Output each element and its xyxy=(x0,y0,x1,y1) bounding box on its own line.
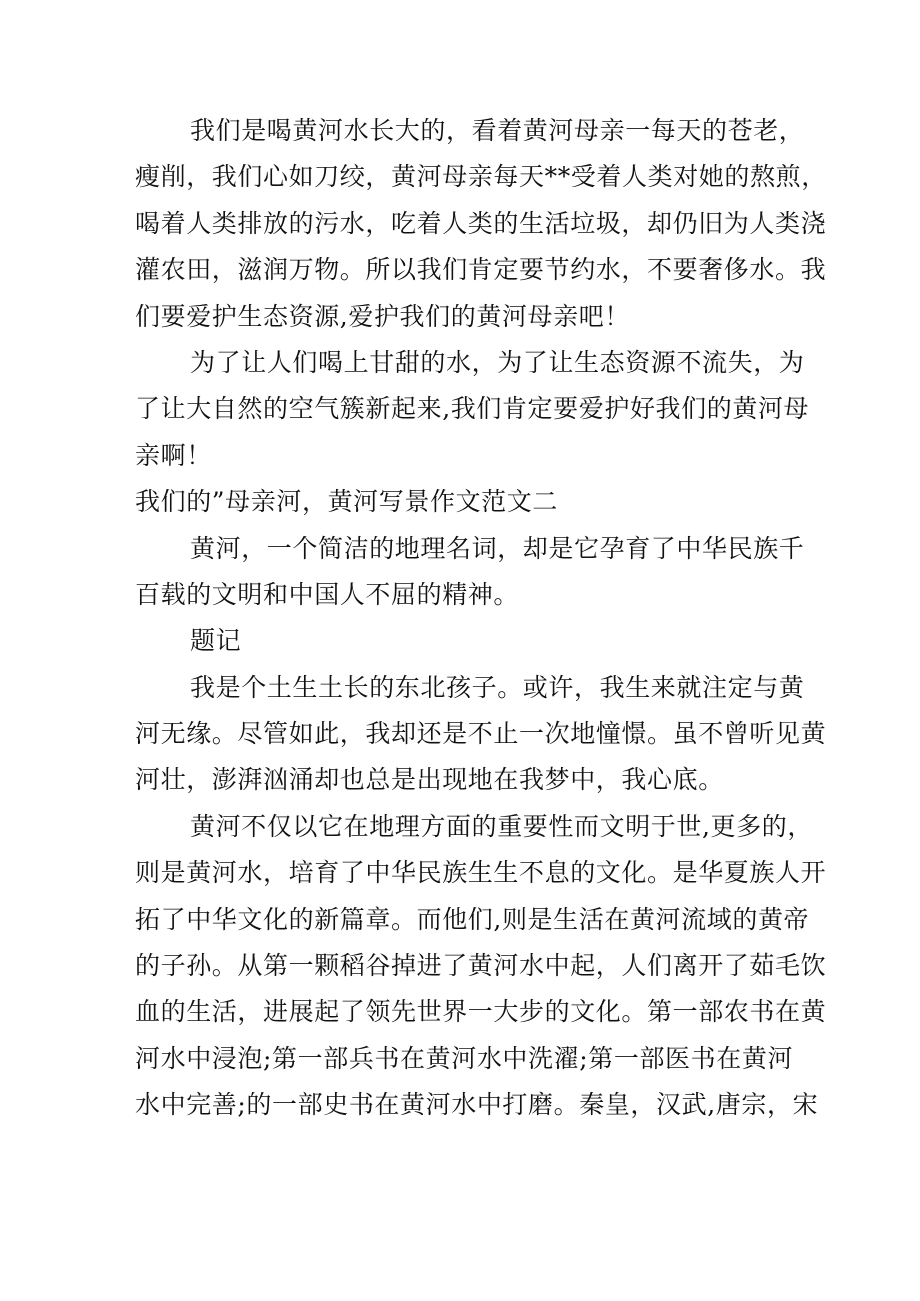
section-heading: 我们的”母亲河，黄河写景作文范文二 xyxy=(135,487,558,517)
paragraph-4-line-1: 我是个土生土长的东北孩子。或许，我生来就注定与黄 xyxy=(190,672,805,702)
paragraph-5-line-5: 血的生活，进展起了领先世界一大步的文化。第一部农书在黄 xyxy=(135,997,827,1027)
paragraph-3-line-2: 百载的文明和中国人不屈的精神。 xyxy=(135,579,520,609)
document-text xyxy=(135,108,827,1129)
paragraph-1-line-3: 喝着人类排放的污水，吃着人类的生活垃圾，却仍旧为人类浇 xyxy=(135,208,827,238)
paragraph-3-line-1: 黄河，一个简洁的地理名词，却是它孕育了中华民族千 xyxy=(190,533,805,563)
paragraph-5-line-7: 水中完善;的一部史书在黄河水中打磨。秦皇，汉武,唐宗，宋 xyxy=(135,1090,819,1120)
paragraph-4-line-3: 河壮，澎湃汹涌却也总是出现地在我梦中，我心底。 xyxy=(135,765,724,795)
paragraph-2-line-2: 了让大自然的空气簇新起来,我们肯定要爱护好我们的黄河母 xyxy=(135,394,810,424)
paragraph-2-line-3: 亲啊！ xyxy=(135,440,212,470)
paragraph-5-line-1: 黄河不仅以它在地理方面的重要性而文明于世,更多的， xyxy=(190,811,813,841)
paragraph-5-line-3: 拓了中华文化的新篇章。而他们,则是生活在黄河流域的黄帝 xyxy=(135,904,810,934)
paragraph-5-line-6: 河水中浸泡;第一部兵书在黄河水中洗濯;第一部医书在黄河 xyxy=(135,1043,794,1073)
paragraph-4-line-2: 河无缘。尽管如此，我却还是不止一次地憧憬。虽不曾听见黄 xyxy=(135,719,827,749)
paragraph-5-line-4: 的子孙。从第一颗稻谷掉进了黄河水中起，人们离开了茹毛饮 xyxy=(135,951,827,981)
paragraph-5-line-2: 则是黄河水，培育了中华民族生生不息的文化。是华夏族人开 xyxy=(135,858,827,888)
paragraph-1-line-4: 灌农田，滋润万物。所以我们肯定要节约水，不要奢侈水。我 xyxy=(135,255,827,285)
paragraph-2-line-1: 为了让人们喝上甘甜的水，为了让生态资源不流失，为 xyxy=(190,347,805,377)
paragraph-1-line-5: 们要爱护生态资源,爱护我们的黄河母亲吧！ xyxy=(135,301,630,331)
epigraph-label: 题记 xyxy=(190,626,242,656)
paragraph-1-line-1: 我们是喝黄河水长大的，看着黄河母亲一每天的苍老， xyxy=(190,116,805,145)
paragraph-1-line-2: 瘦削，我们心如刀绞，黄河母亲每天**受着人类对她的熬煎， xyxy=(135,162,827,192)
